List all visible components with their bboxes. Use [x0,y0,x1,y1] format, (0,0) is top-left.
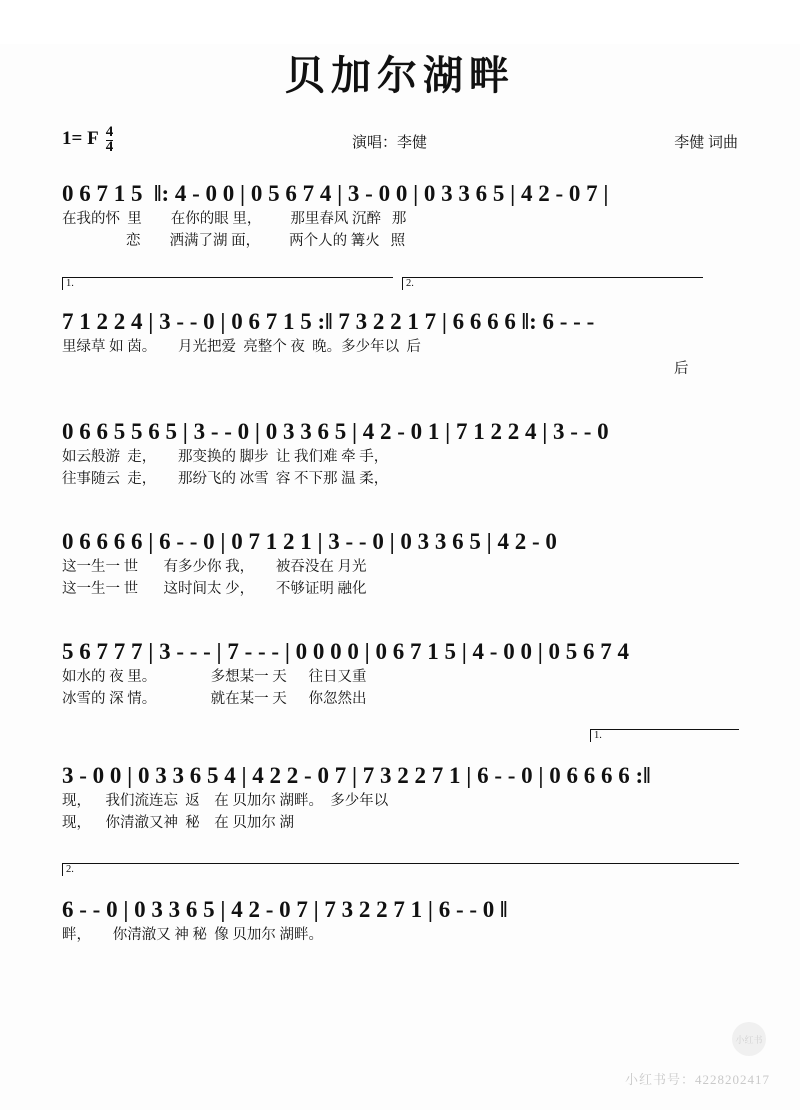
lyrics-line-1: 在我的怀 里 在你的眼 里， 那里春风 沉醉 那 [62,211,407,227]
notation-line: 3 - 0 0 | 0 3 3 6 5 4 | 4 2 2 - 0 7 | 7 3 2 2 7 1 | 6 - - 0 | 0 6 6 6 6 :‖ [62,763,651,788]
notation-line: 6 - - 0 | 0 3 3 6 5 | 4 2 - 0 7 | 7 3 2 2 7 1 | 6 - - 0 ‖ [62,897,508,922]
music-system-1 [62,163,738,251]
time-signature-numerator: 4 [105,124,114,140]
watermark-text: 小红书号：4228202417 [624,1072,770,1087]
watermark-badge: 小红书 [732,1022,766,1056]
volta-bracket-2 [402,277,703,290]
notation-line: 0 6 6 5 5 6 5 | 3 - - 0 | 0 3 3 6 5 | 4 2 - 0 1 | 7 1 2 2 4 | 3 - - 0 [62,419,609,444]
lyrics-line-2: 后 [674,361,689,377]
lyrics-line-1: 如云般游 走， 那变换的 脚步 让 我们难 牵 手， [62,449,389,465]
volta-bracket-1 [590,729,739,742]
notation-line: 0 6 7 1 5 ‖: 4 - 0 0 | 0 5 6 7 4 | 3 - 0 0 | 0 3 3 6 5 | 4 2 - 0 7 | [62,181,609,206]
lyrics-line-1: 畔， 你清澈又 神 秘 像 贝加尔 湖畔。 [62,927,323,943]
singer-credit: 演唱：李健 [352,135,428,151]
volta-bracket-1 [62,277,393,290]
lyrics-line-1: 这一生一 世 有多少你 我， 被吞没在 月光 [62,559,367,575]
lyrics-line-2: 恋 洒满了湖 面， 两个人的 篝火 照 [126,233,406,249]
score-metadata [0,123,800,157]
volta-label-1: 1. [66,278,74,289]
time-signature-denominator: 4 [105,138,114,155]
key-signature-label: 1= F [62,128,99,150]
lyrics-line-1: 现， 我们流连忘 返 在 贝加尔 湖畔。 多少年以 [62,793,389,809]
music-system-3 [62,401,738,489]
composer-credit: 李健 词曲 [674,135,738,151]
page-title: 贝加尔湖畔 [285,53,515,98]
volta-label-2: 2. [406,278,414,289]
music-system-6 [62,730,738,833]
score-page [0,44,800,1110]
notation-line: 7 1 2 2 4 | 3 - - 0 | 0 6 7 1 5 :‖ 7 3 2 2 1 7 | 6 6 6 6 ‖: 6 - - - [62,309,595,334]
lyrics-line-1: 里绿草 如 茵。 月光把爱 亮整个 夜 晚。多少年以 后 [62,339,421,355]
music-system-2 [62,277,738,379]
key-signature [62,125,113,154]
volta-bracket-2 [62,863,739,876]
music-system-4 [62,511,738,599]
music-system-7 [62,864,738,945]
lyrics-line-2: 冰雪的 深 情。 就在某一 天 你忽然出 [62,691,367,707]
volta-label-1: 1. [594,730,602,741]
lyrics-line-2: 这一生一 世 这时间太 少， 不够证明 融化 [62,581,367,597]
time-signature [106,126,114,155]
notation-line: 0 6 6 6 6 | 6 - - 0 | 0 7 1 2 1 | 3 - - 0 | 0 3 3 6 5 | 4 2 - 0 [62,529,557,554]
volta-label-2: 2. [66,864,74,875]
lyrics-line-1: 如水的 夜 里。 多想某一 天 往日又重 [62,669,367,685]
notation-line: 5 6 7 7 7 | 3 - - - | 7 - - - | 0 0 0 0 | 0 6 7 1 5 | 4 - 0 0 | 0 5 6 7 4 [62,639,630,664]
music-system-5 [62,621,738,709]
lyrics-line-2: 现， 你清澈又神 秘 在 贝加尔 湖 [62,815,294,831]
lyrics-line-2: 往事随云 走， 那纷飞的 冰雪 容 不下那 温 柔， [62,471,389,487]
